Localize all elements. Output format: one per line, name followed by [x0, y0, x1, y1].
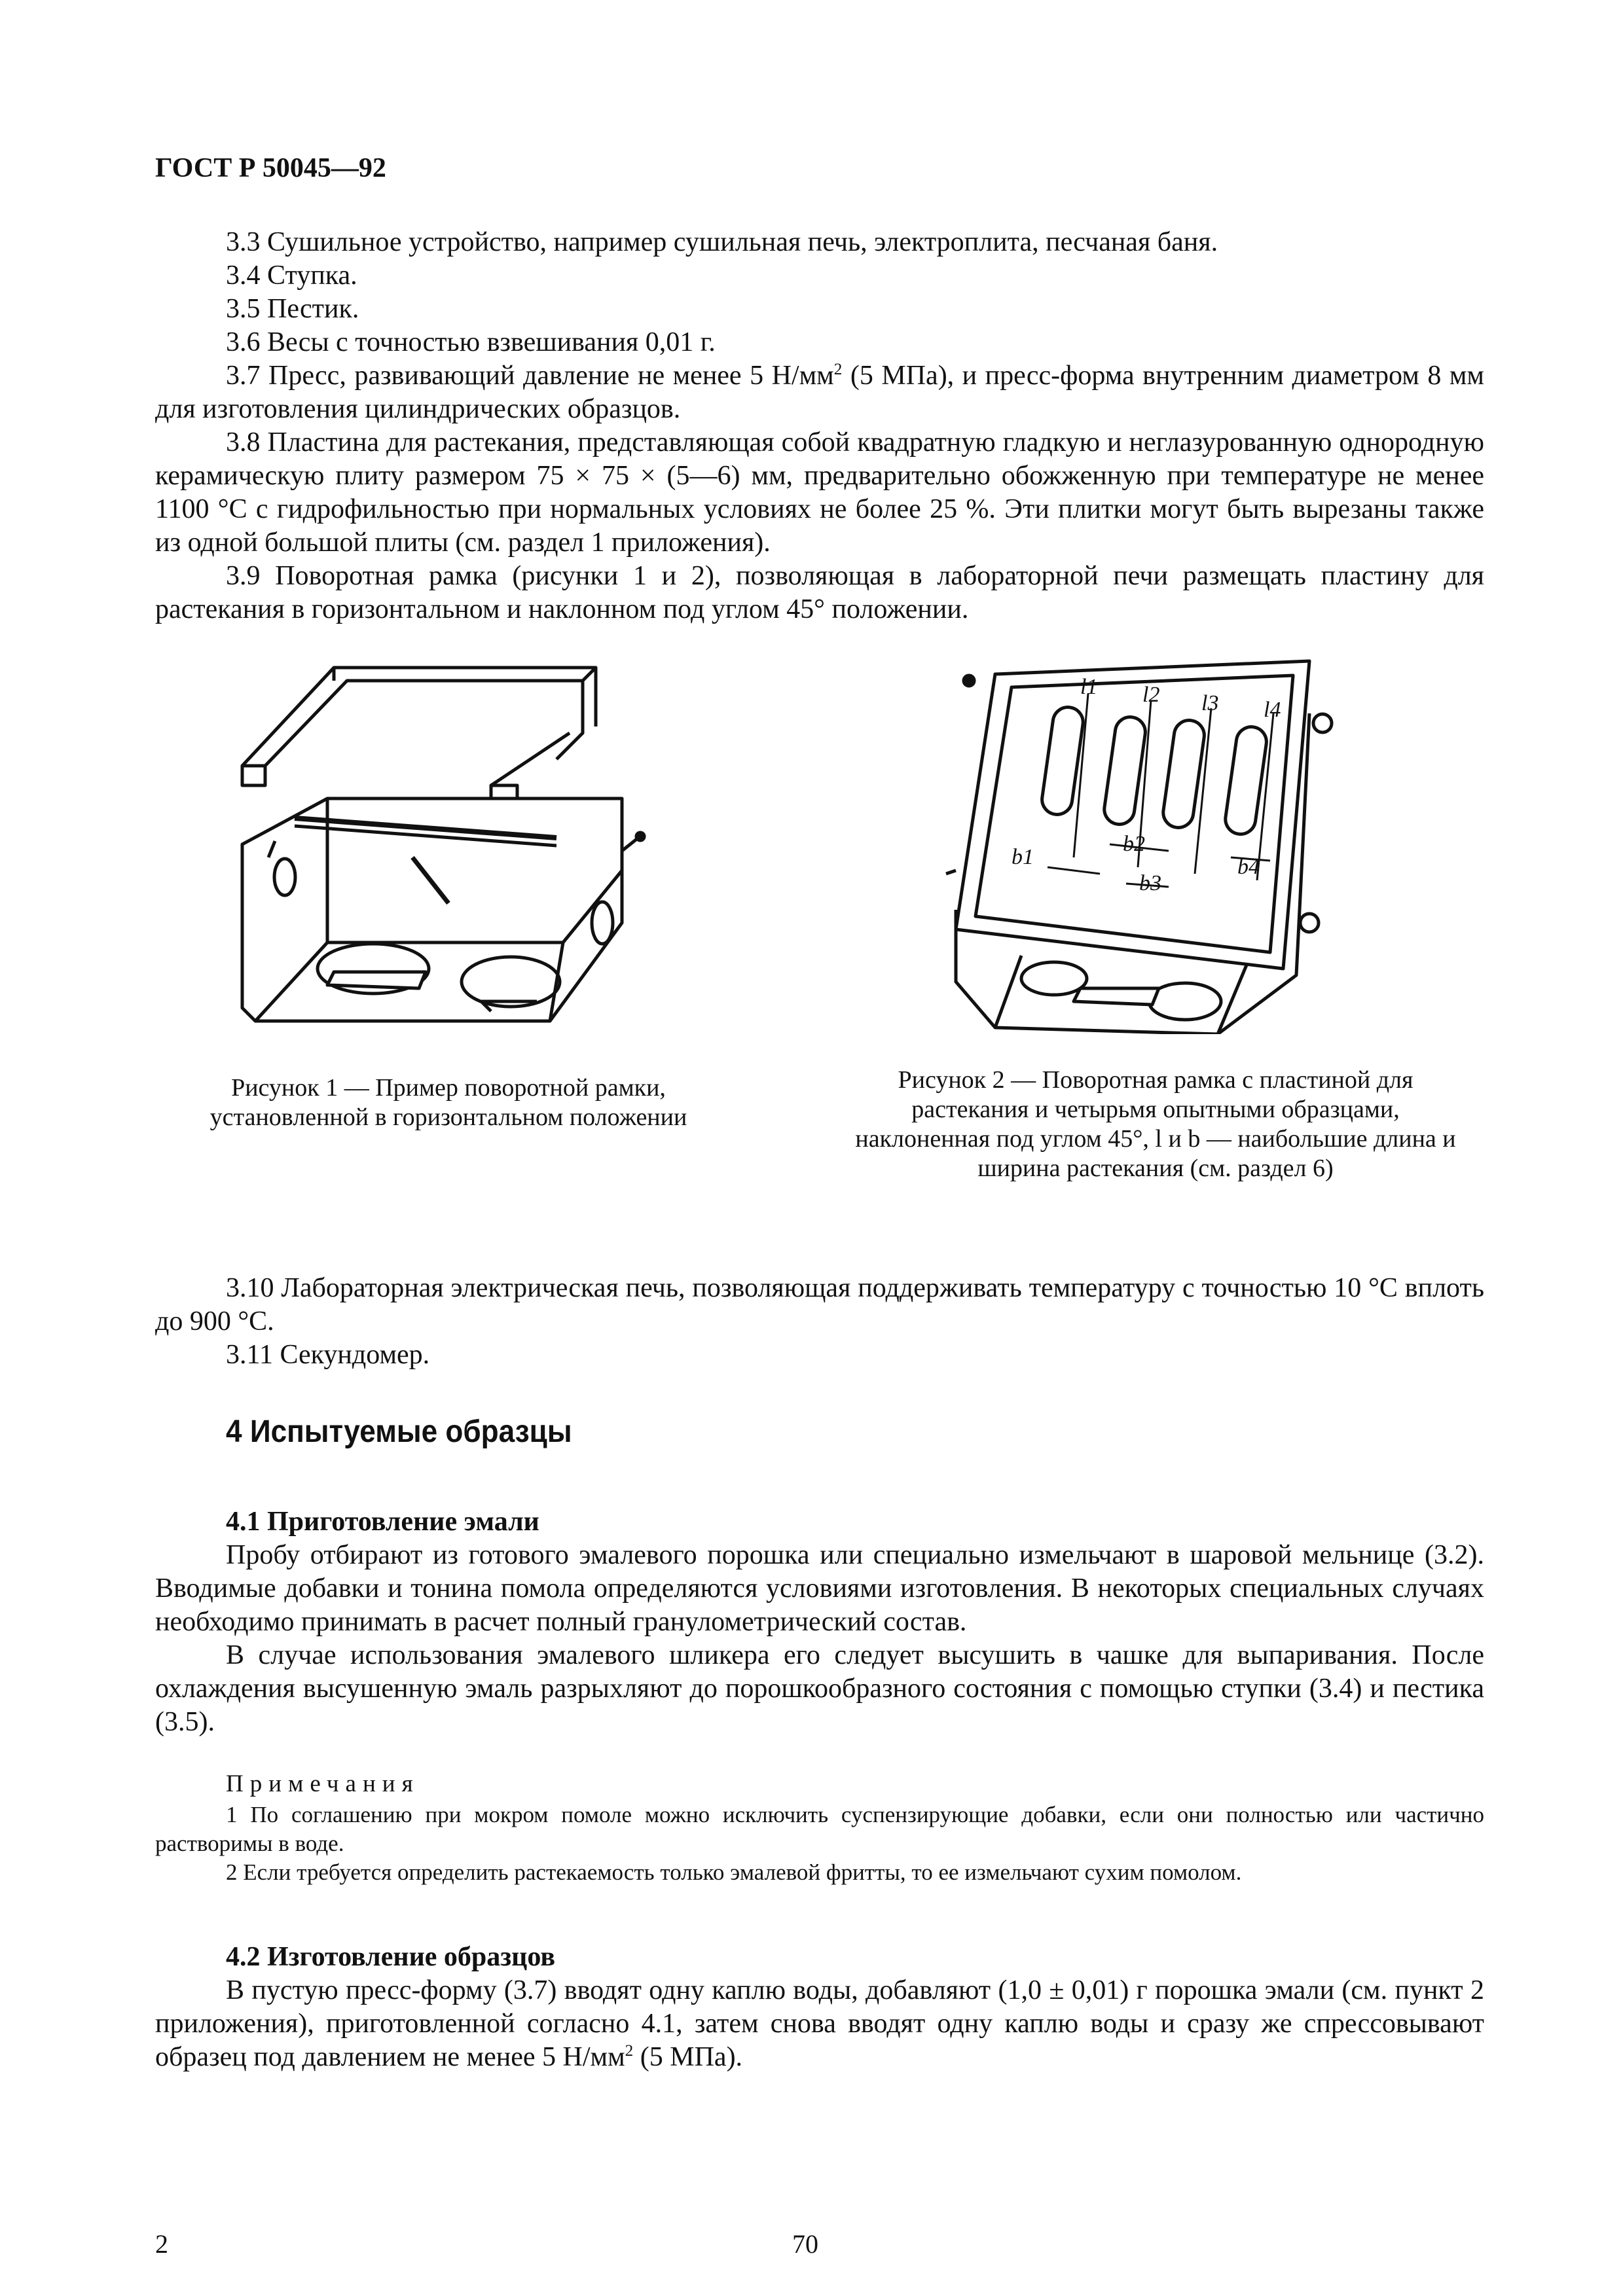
page-number-left: 2: [155, 2229, 168, 2259]
item-3-7: 3.7 Пресс, развивающий давление не менее 5 $Н/мм^2$ (5 МПа), и пресс-форма внутренним диаметром 8 мм для изготовления цилиндрических образцов.: [155, 361, 1485, 424]
rotating-frame-horizontal-drawing: [229, 655, 661, 1028]
rotating-frame-inclined-drawing: [943, 648, 1349, 1034]
document-code: ГОСТ Р 50045—92: [155, 153, 386, 183]
subsection-4-2-title: 4.2 Изготовление образцов: [226, 1942, 555, 1972]
subsection-4-2-paragraph: В пустую пресс-форму (3.7) вводят одну каплю воды, добавляют (1,0 ± 0,01) г порошка эмали (см. пункт 2 приложения), приготовленной согласно 4.1, затем снова вводят одну каплю воды и сразу же спрессовывают образец под давлением не менее 5 $Н/мм^2$ (5 МПа).: [155, 1975, 1484, 2072]
section-4-1: [155, 1505, 1484, 1739]
label-b1: b1: [1012, 845, 1034, 869]
note-2: 2 Если требуется определить растекаемость только эмалевой фритты, то ее измельчают сухим помолом.: [226, 1859, 1242, 1885]
subsection-4-1-paragraph-2: В случае использования эмалевого шликера его следует высушить в чашке для выпаривания. После охлаждения высушенную эмаль разрыхляют до порошкообразного состояния с помощью ступки (3.4) и пестика (3.5).: [155, 1640, 1484, 1737]
subsection-4-1-title: 4.1 Приготовление эмали: [226, 1507, 539, 1537]
label-b2: b2: [1123, 832, 1145, 856]
item-3-4: 3.4 Ступка.: [226, 260, 357, 291]
item-3-9: 3.9 Поворотная рамка (рисунки 1 и 2), позволяющая в лабораторной печи размещать пластину для растекания в горизонтальном и наклонном под углом 45° положении.: [155, 561, 1484, 624]
notes-block: [155, 1767, 1484, 1887]
figure-2-drawing: [943, 648, 1349, 1034]
item-3-5: 3.5 Пестик.: [226, 294, 359, 324]
subsection-4-1-paragraph-1: Пробу отбирают из готового эмалевого порошка или специально измельчают в шаровой мельнице (3.2). Вводимые добавки и тонина помола определяются условиями изготовления. В некоторых специальных случаях необходимо принимать в расчет полный гранулометрический состав.: [155, 1540, 1484, 1637]
label-l3: l3: [1201, 691, 1219, 715]
section-3-list: [155, 226, 1484, 626]
section-4-2: [155, 1941, 1484, 2074]
section-4-title: 4 Испытуемые образцы: [226, 1414, 572, 1449]
note-1: 1 По соглашению при мокром помоле можно исключить суспензирующие добавки, если они полностью или частично растворимы в воде.: [155, 1802, 1484, 1856]
label-l2: l2: [1142, 683, 1160, 707]
section-3-list-continued: [155, 1272, 1484, 1372]
figure-1-caption: Рисунок 1 — Пример поворотной рамки, установленной в горизонтальном положении: [210, 1074, 687, 1131]
item-3-10: 3.10 Лабораторная электрическая печь, позволяющая поддерживать температуру с точностью 10 °С вплоть до 900 °С.: [155, 1273, 1484, 1336]
item-3-3: 3.3 Сушильное устройство, например сушильная печь, электроплита, песчаная баня.: [226, 227, 1218, 257]
label-b4: b4: [1237, 855, 1260, 879]
item-3-8: 3.8 Пластина для растекания, представляющая собой квадратную гладкую и неглазурованную однородную керамическую плиту размером 75 × 75 × (5—6) мм, предварительно обожженную при температуре не менее 1100 °С с гидрофильностью при нормальных условиях не более 25 %. Эти плитки могут быть вырезаны также из одной большой плиты (см. раздел 1 приложения).: [155, 427, 1484, 558]
item-3-11: 3.11 Секундомер.: [226, 1340, 430, 1370]
notes-heading: Примечания: [226, 1770, 420, 1797]
label-b3: b3: [1139, 871, 1161, 895]
page-number-center: 70: [792, 2229, 818, 2259]
label-l4: l4: [1264, 698, 1281, 722]
figure-2-caption: Рисунок 2 — Поворотная рамка с пластиной для растекания и четырьмя опытными образцами, наклоненная под углом 45°, l и b — наибольшие длина и ширина растекания (см. раздел 6): [855, 1066, 1456, 1182]
item-3-6: 3.6 Весы с точностью взвешивания 0,01 г.: [226, 327, 716, 357]
label-l1: l1: [1080, 675, 1098, 699]
figure-1-drawing: [229, 655, 661, 1028]
